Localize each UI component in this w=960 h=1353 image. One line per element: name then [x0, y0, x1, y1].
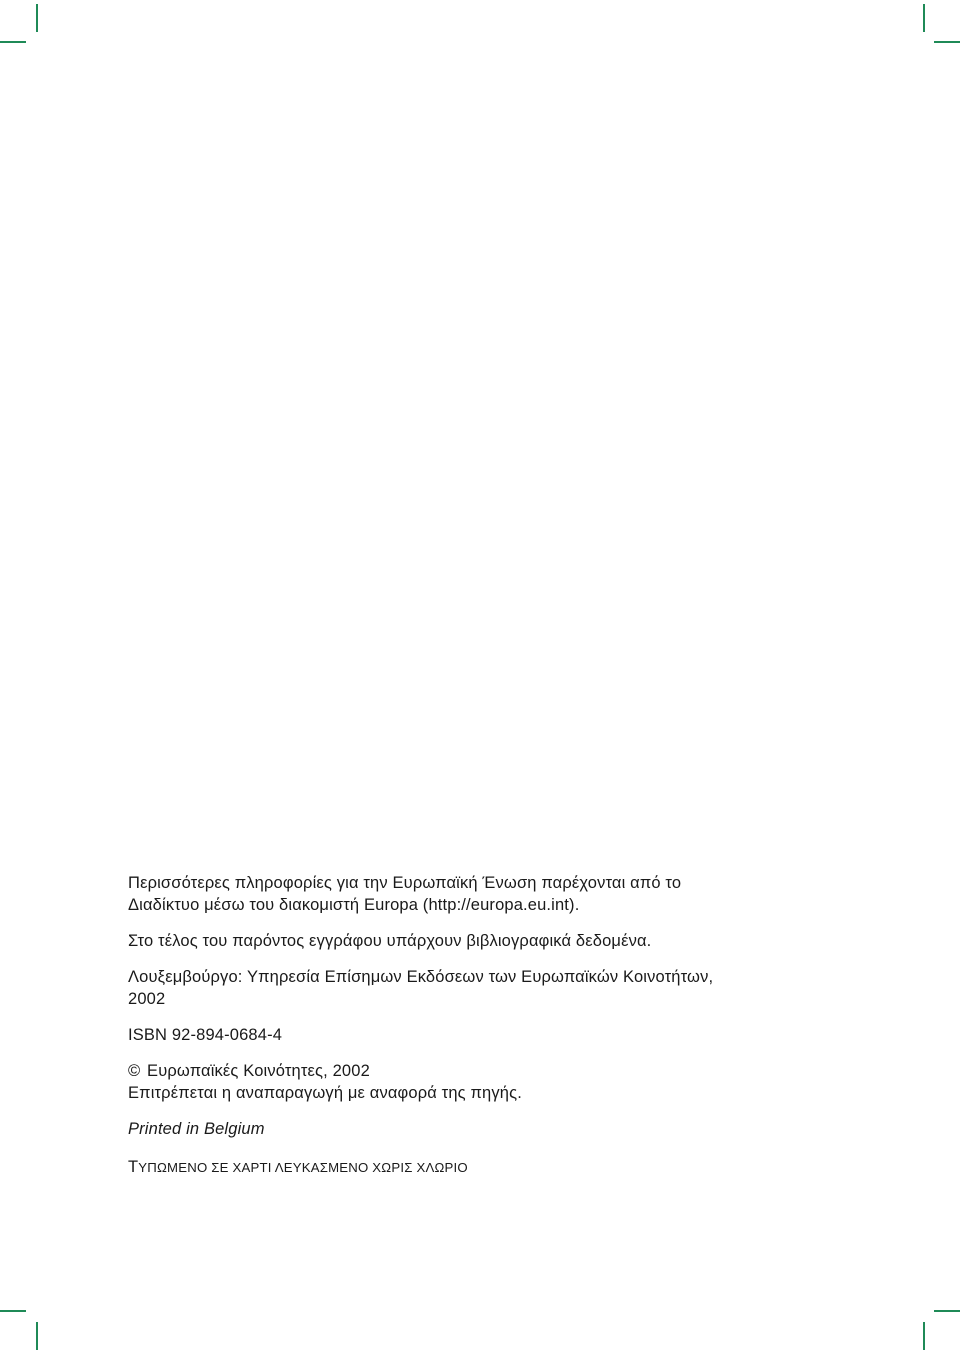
paper-note-rest: ΥΠΩΜΕΝΟ ΣΕ ΧΑΡΤΙ ΛΕΥΚΑΣΜΕΝΟ ΧΩΡΙΣ ΧΛΩΡΙΟ: [138, 1160, 468, 1175]
info-paragraph: [128, 872, 848, 916]
isbn: ISBN 92-894-0684-4: [128, 1026, 283, 1044]
copyright-paragraph: [128, 1060, 848, 1104]
crop-mark-bottom-right-vertical: [923, 1322, 925, 1350]
crop-mark-bottom-left-horizontal: [0, 1310, 26, 1312]
bibliography-note: Στο τέλος του παρόντος εγγράφου υπάρχουν βιβλιογραφικά δεδομένα.: [128, 932, 652, 950]
imprint-block: [128, 872, 848, 1179]
reproduction-note: Επιτρέπεται η αναπαραγωγή με αναφορά της πηγής.: [128, 1084, 522, 1102]
info-line-1: Περισσότερες πληροφορίες για την Ευρωπαϊκή Ένωση παρέχονται από το: [128, 874, 682, 892]
paper-note-initial: Τ: [128, 1158, 139, 1176]
copyright-symbol: ©: [128, 1062, 141, 1080]
printed-in: Printed in Belgium: [128, 1120, 265, 1138]
crop-mark-bottom-left-vertical: [36, 1322, 38, 1350]
publisher-line-1: Λουξεμβούργο: Υπηρεσία Επίσημων Εκδόσεων των Ευρωπαϊκών Κοινοτήτων,: [128, 968, 714, 986]
publisher-line-2: 2002: [128, 990, 166, 1008]
paper-note: [128, 1156, 848, 1179]
copyright-holder: Ευρωπαϊκές Κοινότητες, 2002: [147, 1062, 370, 1080]
crop-mark-top-left-vertical: [36, 4, 38, 32]
crop-mark-top-right-horizontal: [934, 41, 960, 43]
publisher-paragraph: [128, 966, 848, 1010]
crop-mark-top-right-vertical: [923, 4, 925, 32]
info-line-2: Διαδίκτυο μέσω του διακομιστή Europa (http://europa.eu.int).: [128, 896, 580, 914]
crop-mark-bottom-right-horizontal: [934, 1310, 960, 1312]
copyright-line: [128, 1060, 848, 1082]
crop-mark-top-left-horizontal: [0, 41, 26, 43]
